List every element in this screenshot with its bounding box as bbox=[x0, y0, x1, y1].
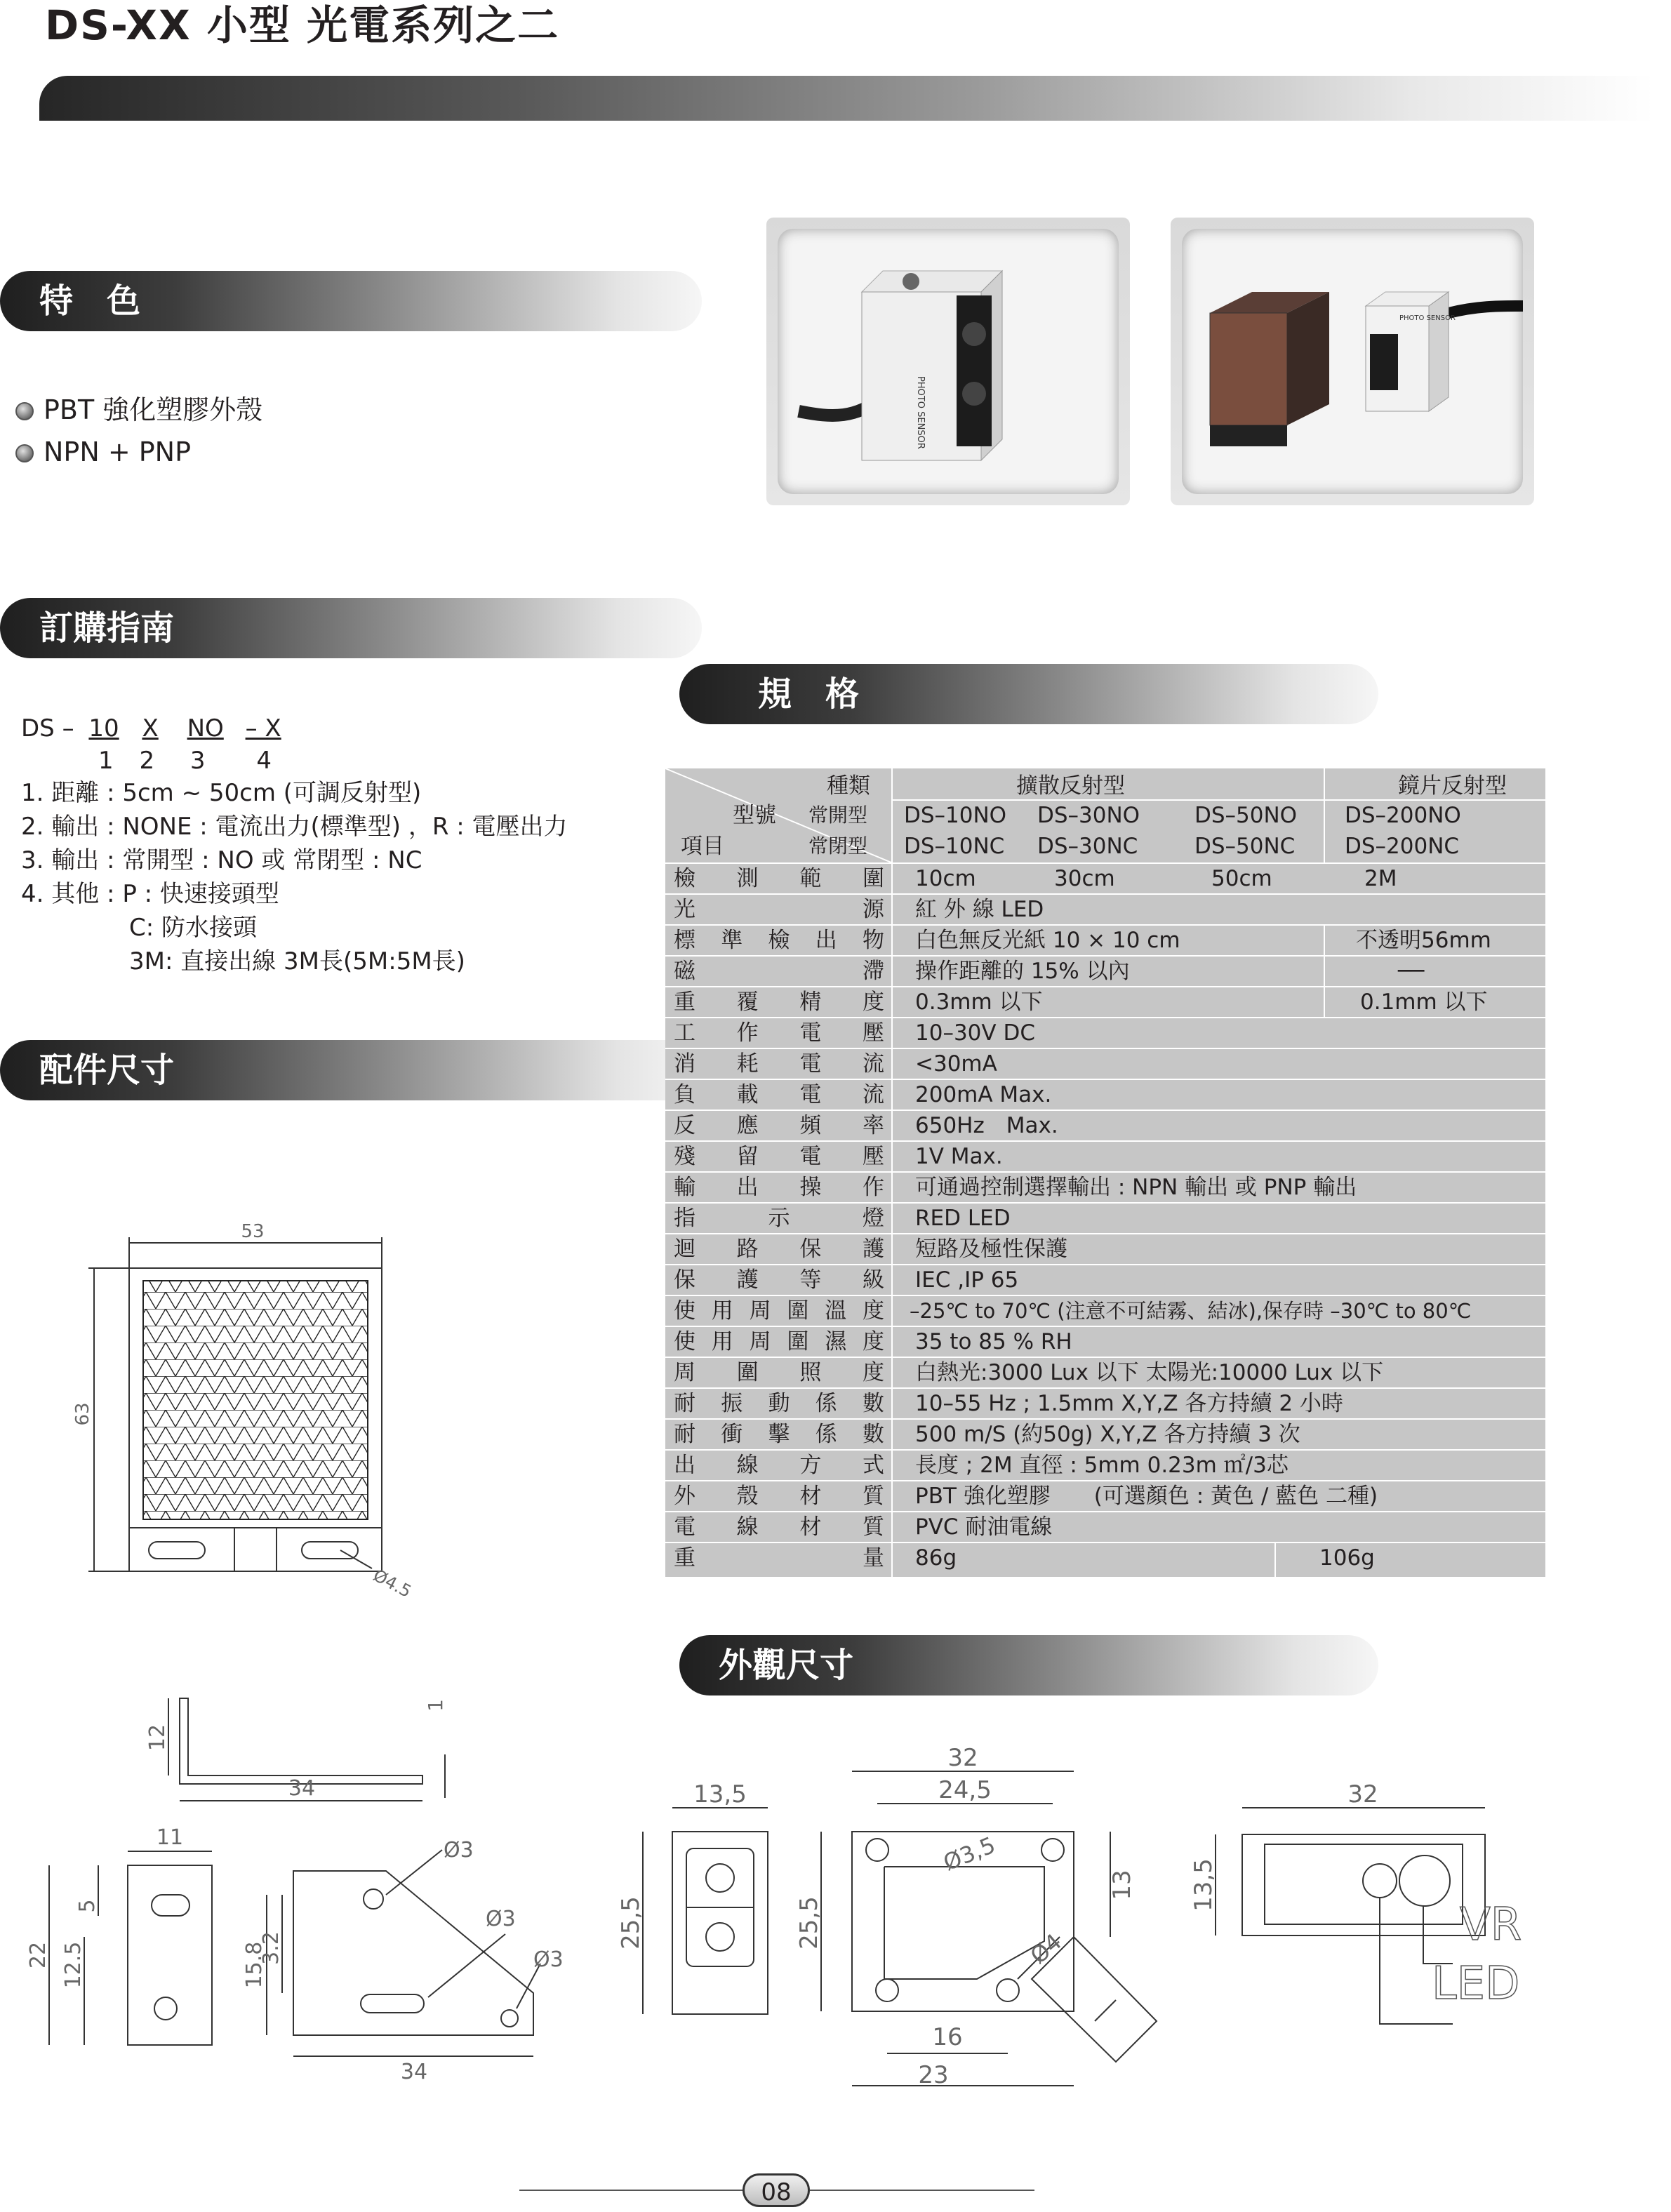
bracket-front-b: 12.5 bbox=[61, 1941, 86, 1989]
dim-height: 63 bbox=[72, 1402, 93, 1426]
spec-row: 重 覆 精 度 0.3mm 以下 0.1mm 以下 bbox=[665, 986, 1545, 1017]
kind-label: 種類 bbox=[827, 773, 870, 799]
bracket-hole: Ø3 bbox=[486, 1907, 516, 1931]
product-photo-right bbox=[1171, 218, 1534, 505]
bracket-front-h: 22 bbox=[26, 1941, 51, 1969]
spec-row: 殘 留 電 壓 1V Max. bbox=[665, 1140, 1545, 1171]
order-line: 2. 輸出 : NONE : 電流出力(標準型) ，R : 電壓出力 bbox=[21, 813, 568, 841]
order-line: 4. 其他 : P : 快速接頭型 bbox=[21, 880, 279, 908]
outline-front-h: 25,5 bbox=[617, 1896, 645, 1950]
bracket-side-s: 3.2 bbox=[259, 1931, 284, 1965]
outline-drawing bbox=[611, 1726, 1579, 2119]
outline-b1: 16 bbox=[932, 2023, 963, 2051]
outline-led-label: LED bbox=[1432, 1958, 1520, 2010]
section-spec-header: 規 格 bbox=[679, 664, 1378, 724]
spec-row: 指 示 燈 RED LED bbox=[665, 1202, 1545, 1233]
bracket-hole: Ø3 bbox=[444, 1838, 474, 1863]
outline-main-h: 25,5 bbox=[795, 1896, 823, 1950]
spec-row: 出 線 方 式 長度 ; 2M 直徑 : 5mm 0.23m ㎡/3芯 bbox=[665, 1449, 1545, 1480]
spec-header: 種類 型號 常開型 項目 常閉型 擴散反射型 鏡片反射型 DS–10NO DS–30NO DS–50NO DS–200NO DS–10NC DS–30NC DS–50NC DS–200NC bbox=[665, 768, 1545, 862]
outline-front-w: 13,5 bbox=[693, 1780, 747, 1808]
section-accessory-header: 配件尺寸 bbox=[0, 1040, 702, 1100]
bracket-front-w: 11 bbox=[156, 1825, 184, 1850]
outline-top-h: 13,5 bbox=[1190, 1858, 1218, 1912]
svg-text:PHOTO SENSOR: PHOTO SENSOR bbox=[915, 376, 926, 449]
outline-main-inner: 24,5 bbox=[938, 1776, 992, 1804]
bullet-icon bbox=[15, 444, 34, 462]
spec-table bbox=[665, 768, 1545, 1577]
section-features-header: 特 色 bbox=[0, 271, 702, 331]
feature-item: NPN + PNP bbox=[15, 431, 191, 473]
bracket-hole: Ø3 bbox=[533, 1947, 564, 1972]
bracket-top-t: 1 bbox=[424, 1699, 447, 1712]
outline-vr-label: VR bbox=[1460, 1899, 1522, 1951]
footer-rule-left bbox=[519, 2190, 744, 2191]
outline-hole-1: Ø3,5 bbox=[939, 1831, 999, 1877]
spec-row: 重 量 86g 106g bbox=[665, 1542, 1545, 1577]
spec-row: 標 準 檢 出 物 白色無反光紙 10 × 10 cm 不透明56mm bbox=[665, 924, 1545, 955]
order-line: 3M: 直接出線 3M長(5M:5M長) bbox=[129, 947, 465, 975]
order-line: 1. 距離 : 5cm ~ 50cm (可調反射型) bbox=[21, 779, 422, 807]
order-line: 3. 輸出 : 常開型 : NO 或 常閉型 : NC bbox=[21, 846, 422, 874]
order-line: C: 防水接頭 bbox=[129, 914, 258, 942]
order-code-index: 1 2 3 4 bbox=[98, 747, 272, 775]
spec-row: 使 用 周 圍 濕 度 35 to 85 % RH bbox=[665, 1326, 1545, 1357]
feature-item: PBT 強化塑膠外殼 bbox=[15, 389, 262, 431]
spec-row: 使 用 周 圍 溫 度 –25℃ to 70℃ (注意不可結霧、結冰),保存時 –30℃ to 80℃ bbox=[665, 1295, 1545, 1326]
product-photo-left bbox=[766, 218, 1130, 505]
bullet-icon bbox=[15, 402, 34, 420]
dim-width: 53 bbox=[241, 1221, 265, 1242]
spec-row: 保 護 等 級 IEC ,IP 65 bbox=[665, 1264, 1545, 1295]
footer-rule-right bbox=[810, 2190, 1034, 2191]
spec-row: 檢 測 範 圍 10cm 30cm 50cm 2M bbox=[665, 862, 1545, 893]
group-mirror: 鏡片反射型 bbox=[1398, 773, 1507, 799]
page-title: DS-XX 小型 光電系列之二 bbox=[45, 1, 560, 49]
title-bar bbox=[39, 76, 1653, 121]
svg-text:PHOTO SENSOR: PHOTO SENSOR bbox=[1399, 314, 1456, 322]
spec-row: 工 作 電 壓 10–30V DC bbox=[665, 1017, 1545, 1048]
spec-row: 電 線 材 質 PVC 耐油電線 bbox=[665, 1511, 1545, 1542]
spec-row: 外 殼 材 質 PBT 強化塑膠 (可選顏色 : 黃色 / 藍色 二種) bbox=[665, 1480, 1545, 1511]
spec-row: 負 載 電 流 200mA Max. bbox=[665, 1079, 1545, 1110]
spec-row: 迴 路 保 護 短路及極性保護 bbox=[665, 1233, 1545, 1264]
no-label: 常開型 bbox=[808, 804, 868, 827]
page-number: 08 bbox=[743, 2173, 810, 2207]
bracket-front-a: 5 bbox=[75, 1899, 100, 1913]
reflector-drawing bbox=[72, 1221, 470, 1618]
spec-row: 反 應 頻 率 650Hz Max. bbox=[665, 1110, 1545, 1140]
group-diffuse: 擴散反射型 bbox=[1016, 773, 1125, 799]
spec-row: 輸 出 操 作 可通過控制選擇輸出 : NPN 輸出 或 PNP 輸出 bbox=[665, 1171, 1545, 1202]
outline-top-w: 32 bbox=[1347, 1780, 1378, 1808]
outline-b2: 23 bbox=[918, 2061, 949, 2089]
bracket-top-w: 34 bbox=[288, 1776, 316, 1801]
model-label: 型號 bbox=[733, 803, 776, 828]
bracket-top-h: 12 bbox=[145, 1724, 170, 1752]
outline-hole-2: Ø4 bbox=[1025, 1928, 1067, 1970]
outline-main-w: 32 bbox=[947, 1744, 978, 1772]
bracket-side-w: 34 bbox=[400, 2060, 428, 2084]
sensor-photo-left bbox=[778, 229, 1119, 494]
outline-main-side: 13 bbox=[1108, 1870, 1136, 1900]
spec-row: 耐 衝 擊 係 數 500 m/S (約50g) X,Y,Z 各方持續 3 次 bbox=[665, 1418, 1545, 1449]
section-order-header: 訂購指南 bbox=[0, 598, 702, 658]
sensor-photo-right bbox=[1182, 229, 1523, 494]
nc-label: 常閉型 bbox=[808, 834, 868, 858]
bracket-side-h: 15.8 bbox=[242, 1941, 267, 1989]
spec-row: 周 圍 照 度 白熱光:3000 Lux 以下 太陽光:10000 Lux 以下 bbox=[665, 1357, 1545, 1387]
spec-row: 消 耗 電 流 <30mA bbox=[665, 1048, 1545, 1079]
item-label: 項目 bbox=[681, 834, 724, 859]
dim-hole: Ø4.5 bbox=[370, 1565, 415, 1602]
spec-row: 耐 振 動 係 數 10–55 Hz ; 1.5mm X,Y,Z 各方持續 2 小時 bbox=[665, 1387, 1545, 1418]
section-outline-header: 外觀尺寸 bbox=[679, 1635, 1378, 1695]
order-code: DS – 10 X NO – X bbox=[21, 714, 281, 742]
spec-row: 磁 滯 操作距離的 15% 以內 ── bbox=[665, 955, 1545, 986]
spec-row: 光 源 紅 外 線 LED bbox=[665, 893, 1545, 924]
bracket-drawing bbox=[21, 1670, 597, 2112]
